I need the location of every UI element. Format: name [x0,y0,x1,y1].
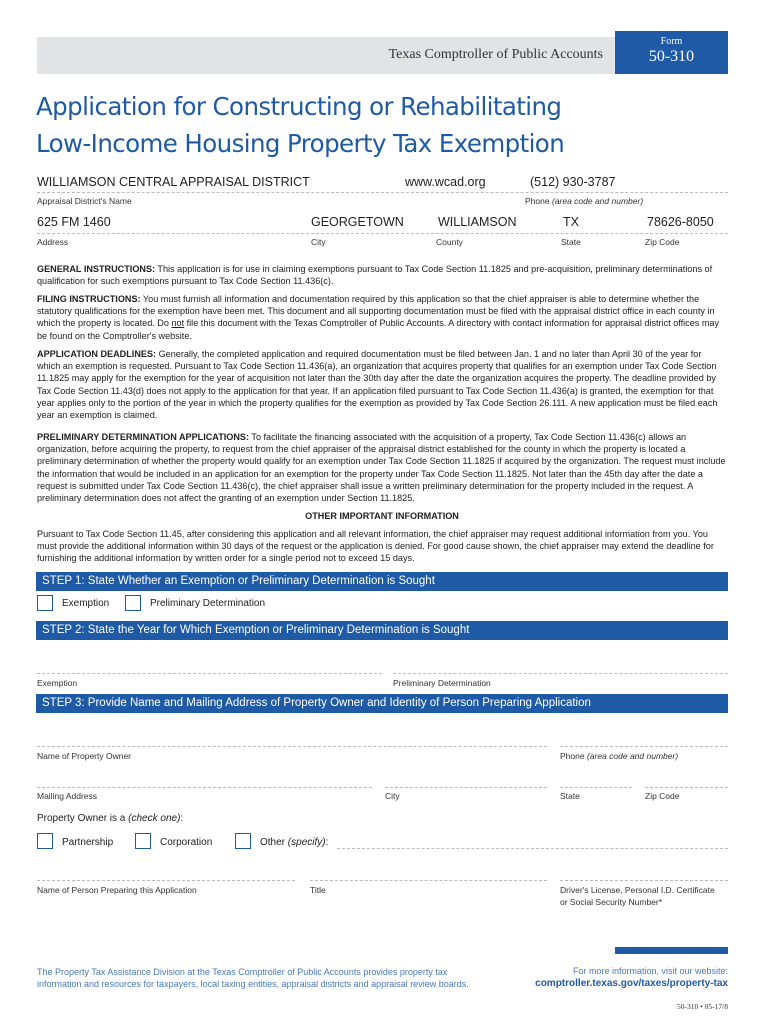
district-name-label: Appraisal District's Name [37,196,132,206]
owner-phone-label-text: Phone [560,751,587,761]
district-state: TX [563,215,579,229]
footer-description-line-1: The Property Tax Assistance Division at the Texas Comptroller of Public Accounts provides property tax [37,967,448,977]
district-county: WILLIAMSON [438,215,517,229]
owner-phone-label [560,751,678,761]
preliminary-determination [37,431,727,504]
owner-phone-field[interactable] [560,746,728,747]
step2-header: STEP 2: State the Year for Which Exemption or Preliminary Determination is Sought [36,621,728,640]
prelim-checkbox-label: Preliminary Determination [150,598,266,609]
exemption-year-field[interactable] [37,673,382,674]
filing-instructions-text-end: file this document with the Texas Comptroller of Public Accounts. A directory with contact information for appraisal district offices may be found on the Comptroller's website. [37,318,720,341]
owner-type-prompt [37,813,183,824]
deadlines-heading: APPLICATION DEADLINES: [37,349,157,359]
district-zip: 78626-8050 [647,215,714,229]
other-checkbox[interactable] [235,833,251,849]
city-label: City [311,237,326,247]
other-info-text: Pursuant to Tax Code Section 11.45, after considering this application and all relevant information, the chief appraiser may request additional information from you. You must provide the additional information within 30 days of the request or the application is denied. For good cause shown, the chief appraiser may extend the deadline for furnishing the additional information by written order for a single period not to exceed 15 days. [37,529,714,564]
zip-label: Zip Code [645,237,680,247]
owner-type-prompt-hint: (check one) [128,813,181,824]
phone-label-hint: (area code and number) [551,196,644,206]
mailing-address-label: Mailing Address [37,791,98,801]
exemption-checkbox-label: Exemption [62,598,110,609]
footer-website [535,966,728,989]
mailing-address-field[interactable] [37,787,372,788]
step1-header: STEP 1: State Whether an Exemption or Preliminary Determination is Sought [36,572,728,591]
prelim-year-field[interactable] [393,673,728,674]
owner-city-field[interactable] [385,787,547,788]
owner-phone-label-hint: (area code and number) [586,751,679,761]
page-title [36,88,656,162]
owner-zip-field[interactable] [645,787,728,788]
phone-label-text: Phone [525,196,552,206]
corporation-label: Corporation [160,837,213,848]
filing-instructions-text: You must furnish all information and documentation required by this application so that the chief appraiser is able to determine whether the statutory qualifications for the exemption have been met. This document and all supporting documentation must be filed with the appraisal district office in each county in which the property is located. Do [37,294,715,329]
other-label-colon: : [325,837,329,848]
partnership-checkbox[interactable] [37,833,53,849]
filing-instructions-heading: FILING INSTRUCTIONS: [37,294,141,304]
agency-name: Texas Comptroller of Public Accounts [388,47,603,62]
prelim-checkbox[interactable] [125,595,141,611]
divider [37,233,728,234]
prelim-heading: PRELIMINARY DETERMINATION APPLICATIONS: [37,432,250,442]
filing-instructions [37,293,727,342]
prelim-text: To facilitate the financing associated with the acquisition of a property, Tax Code Section 11.436(c) allows an organization, before acquiring the property, to request from the chief appraiser of the appraisal district established for the county in which the property is located a preliminary determination of whether the property would qualify for an exemption under Tax Code Section 11.1825 if acquired by the organization. The request must include the information that would be included in an application for an exemption for the property under Tax Code Section 11.1825. Not later than the 45th day after the date a request is submitted under Tax Code Section 11.436(c), the chief appraiser shall issue a written preliminary determination for the property included in the request. A preliminary determination does not affect the granting of an exemption under Section 11.1825. [37,432,726,504]
footer-website-prompt: For more information, visit our website: [572,966,728,976]
owner-name-field[interactable] [37,746,547,747]
state-label: State [561,237,581,247]
owner-type-prompt-colon: : [180,813,184,824]
owner-name-label: Name of Property Owner [37,751,132,761]
page-title-line-1: Application for Constructing or Rehabilitating [36,92,562,121]
district-website[interactable]: www.wcad.org [405,175,486,189]
district-city: GEORGETOWN [311,215,404,229]
general-instructions-heading: GENERAL INSTRUCTIONS: [37,264,156,274]
deadlines-text: Generally, the completed application and required documentation must be filed between Jan. 1 and no later than April 30 of the year for which an exemption is requested. Pursuant to Tax Code Section 11.436(a), an organization that acquires property that qualifies for an exemption under Tax Code Section 11.1825 may apply for the exemption for the year of acquisition not later than the 30th day after the date the organization acquires the property. The deadline provided by Tax Code Section 11.43(d) does not apply to the application for that year. If an application filed pursuant to Tax Code Section 11.436(a) is granted, the exemption for that year applies only to the portion of the year in which the property qualifies for the exemption as provided by Tax Code Section 26.111. A new application must be filed each year an exemption is claimed. [37,349,718,421]
county-label: County [436,237,463,247]
filing-not-emphasis: not [171,318,185,329]
form-number: 50-310 [648,48,695,65]
other-label-hint: (specify) [287,837,326,848]
preparer-license-label-2: or Social Security Number* [560,897,663,907]
page-title-line-2: Low-Income Housing Property Tax Exemption [36,129,565,158]
preparer-name-field[interactable] [37,880,295,881]
owner-zip-label: Zip Code [645,791,680,801]
form-number-box [615,31,728,74]
footer-accent-bar [615,947,728,954]
preparer-license-label-1: Driver's License, Personal I.D. Certificate [560,885,715,895]
corporation-checkbox[interactable] [135,833,151,849]
footer-website-link[interactable]: comptroller.texas.gov/taxes/property-tax [535,978,728,989]
general-instructions [37,263,727,287]
preparer-title-label: Title [310,885,326,895]
owner-state-label: State [560,791,580,801]
form-revision-code: 50-310 • 05-17/8 [677,1002,728,1011]
exemption-checkbox[interactable] [37,595,53,611]
district-phone: (512) 930-3787 [530,175,616,189]
general-instructions-text: This application is for use in claiming exemptions pursuant to Tax Code Section 11.1825 and pre-acquisition, preliminary determinations of qualification for such exemptions pursuant to Tax Code Section 11.436(c). [37,264,713,287]
divider [37,192,728,193]
partnership-label: Partnership [62,837,114,848]
phone-label [525,196,643,206]
application-deadlines [37,348,727,421]
header-bar [37,37,615,74]
preparer-license-field[interactable] [560,880,728,881]
district-name: WILLIAMSON CENTRAL APPRAISAL DISTRICT [37,175,310,189]
footer-description [37,966,477,990]
form-label: Form [660,36,683,47]
address-label: Address [37,237,69,247]
preparer-name-label: Name of Person Preparing this Application [37,885,197,895]
exemption-year-label: Exemption [37,678,78,688]
owner-type-prompt-text: Property Owner is a [37,813,129,824]
preparer-title-field[interactable] [310,880,547,881]
footer-description-line-2: information and resources for taxpayers, local taxing entities, appraisal districts and appraisal review boards. [37,979,469,989]
step3-header: STEP 3: Provide Name and Mailing Address of Property Owner and Identity of Person Preparing Application [36,694,728,713]
other-specify-field[interactable] [337,848,728,849]
owner-city-label: City [385,791,400,801]
other-label-text: Other [260,837,288,848]
other-label [260,837,328,848]
other-info-heading: OTHER IMPORTANT INFORMATION [305,511,459,521]
prelim-year-label: Preliminary Determination [393,678,491,688]
district-address: 625 FM 1460 [37,215,111,229]
owner-state-field[interactable] [560,787,632,788]
